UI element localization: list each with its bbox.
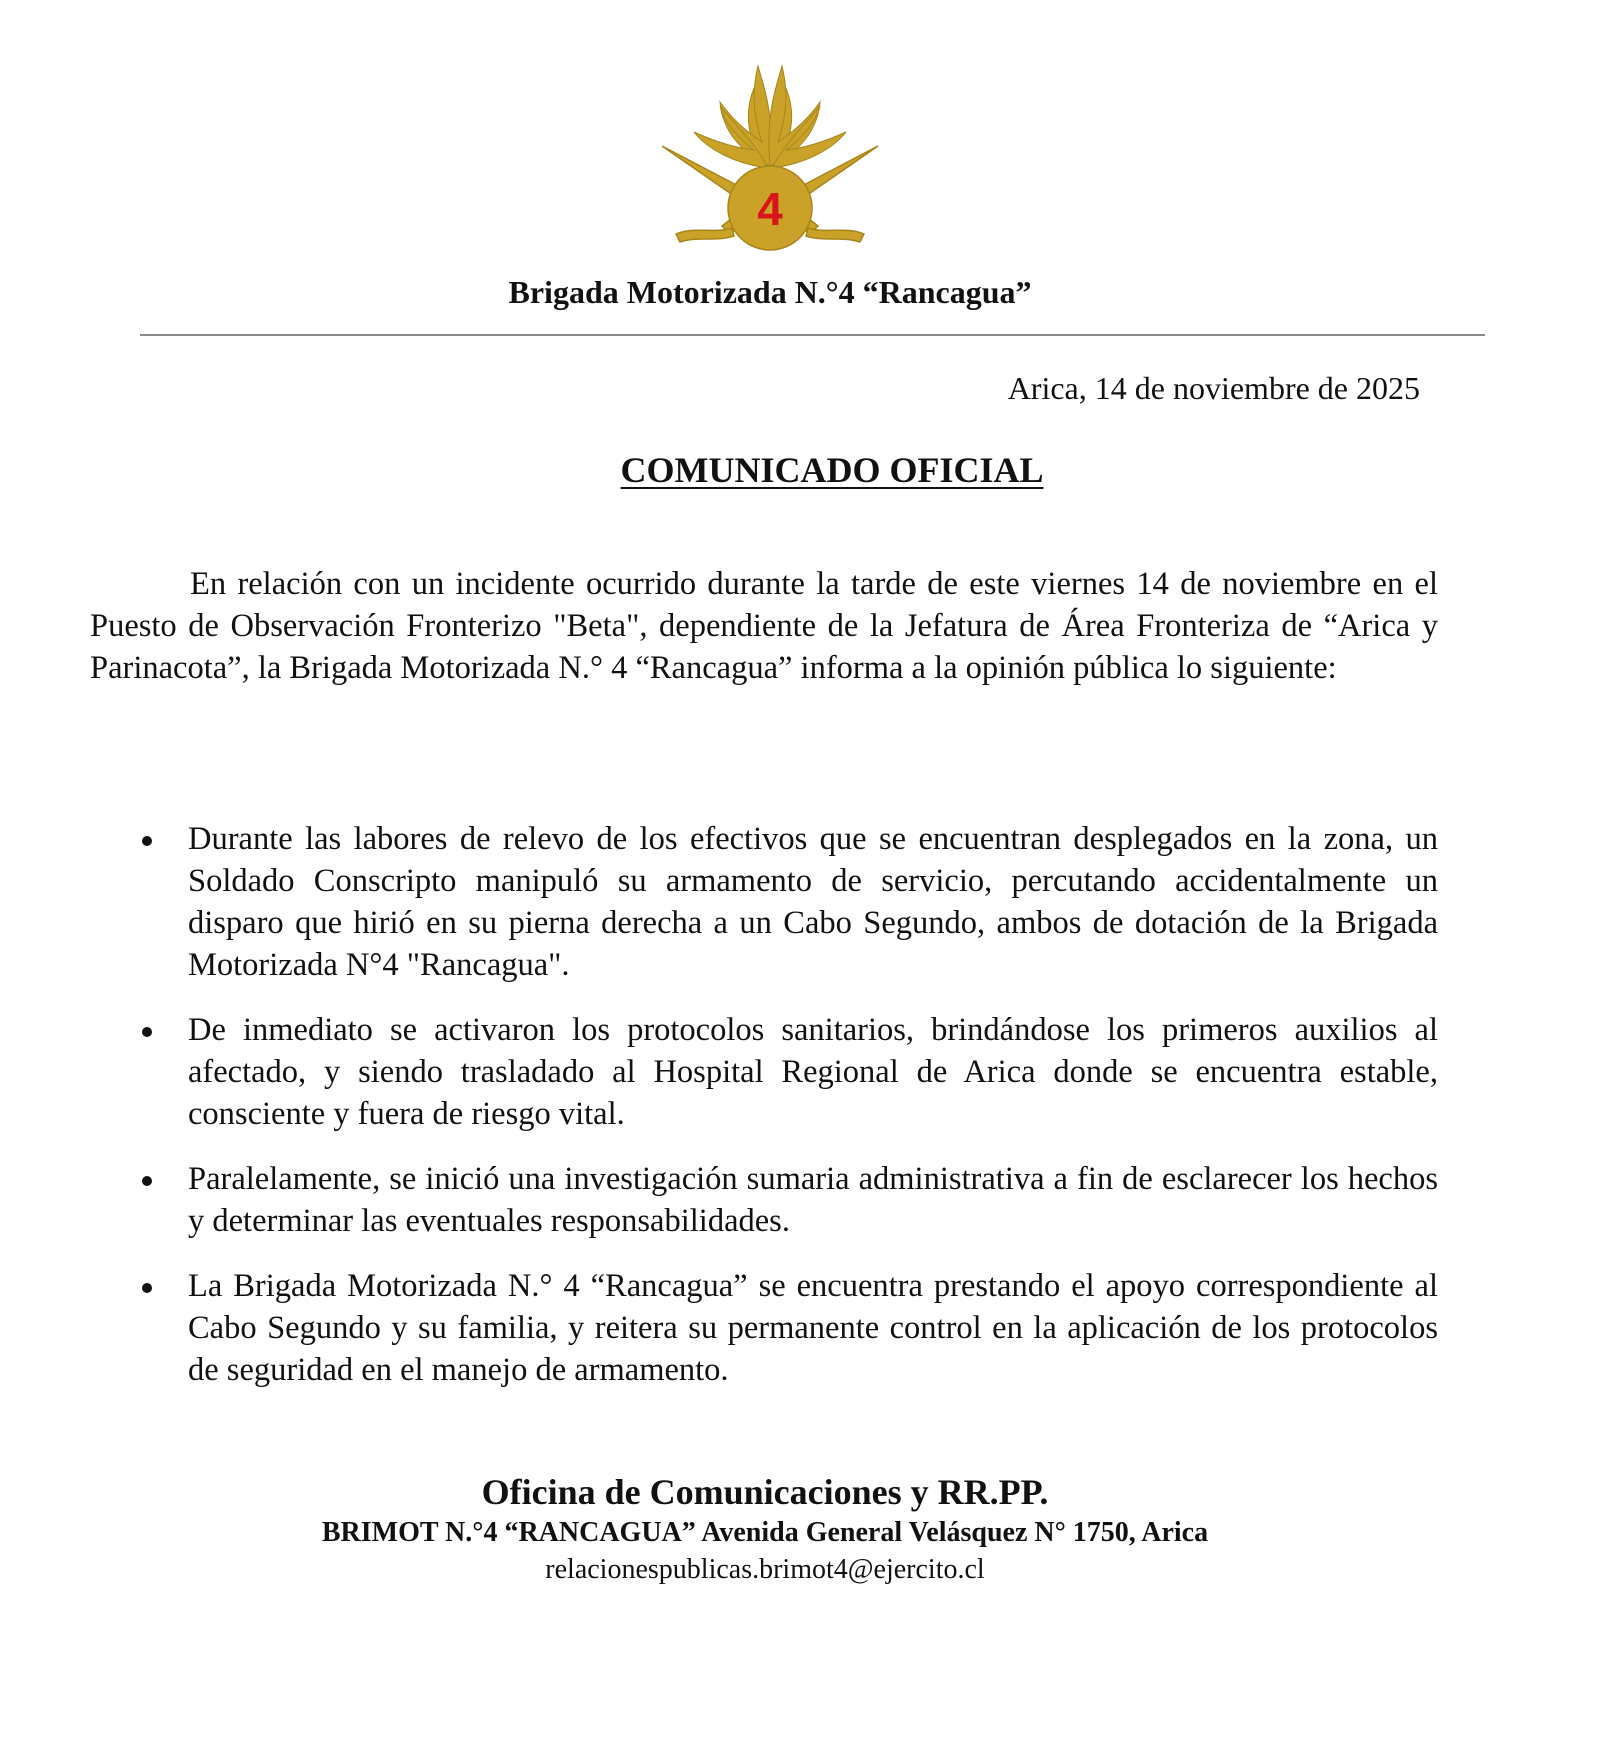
bullet-dot-icon (142, 836, 152, 846)
list-item (140, 1158, 1438, 1242)
bullet-list (140, 818, 1438, 1414)
footer (0, 1470, 1530, 1588)
bullet-text: Paralelamente, se inició una investigación sumaria administrativa a fin de esclarecer los hechos y determinar las eventuales responsabilidades. (188, 1161, 1438, 1239)
list-item (140, 1265, 1438, 1391)
contact-email[interactable]: relacionespublicas.brimot4@ejercito.cl (545, 1554, 985, 1585)
intro-paragraph: En relación con un incidente ocurrido durante la tarde de este viernes 14 de noviembre en el Puesto de Observación Fronterizo "Beta", dependiente de la Jefatura de Área Fronteriza de “Arica y Parinacota”, la Brigada Motorizada N.° 4 “Rancagua” informa a la opinión pública lo siguiente: (90, 566, 1438, 686)
bullet-text: Durante las labores de relevo de los efectivos que se encuentran desplegados en la zona, un Soldado Conscripto manipuló su armamento de servicio, percutando accidentalmente un disparo que hirió en su pierna derecha a un Cabo Segundo, ambos de dotación de la Brigada Motorizada N°4 "Rancagua". (188, 821, 1438, 983)
emblem-number: 4 (757, 183, 783, 235)
bullet-dot-icon (142, 1283, 152, 1293)
grenade-crossed-swords-icon (650, 58, 890, 268)
brigade-emblem (650, 58, 890, 268)
office-name: Oficina de Comunicaciones y RR.PP. (481, 1472, 1049, 1512)
document-title: COMUNICADO OFICIAL (620, 450, 1044, 490)
header-divider (140, 334, 1485, 336)
bullet-text: De inmediato se activaron los protocolos sanitarios, brindándose los primeros auxilios al afectado, y siendo trasladado al Hospital Regional de Arica donde se encuentra estable, consciente y fuera de riesgo vital. (188, 1012, 1438, 1132)
list-item (140, 1009, 1438, 1135)
bullet-text: La Brigada Motorizada N.° 4 “Rancagua” se encuentra prestando el apoyo correspondiente al Cabo Segundo y su familia, y reitera su permanente control en la aplicación de los protocolos de seguridad en el manejo de armamento. (188, 1268, 1438, 1388)
list-item (140, 818, 1438, 986)
date-line: Arica, 14 de noviembre de 2025 (1007, 370, 1420, 406)
bullet-dot-icon (142, 1027, 152, 1037)
office-address: BRIMOT N.°4 “RANCAGUA” Avenida General Velásquez N° 1750, Arica (321, 1517, 1209, 1548)
brigade-name: Brigada Motorizada N.°4 “Rancagua” (508, 274, 1032, 310)
bullet-dot-icon (142, 1176, 152, 1186)
